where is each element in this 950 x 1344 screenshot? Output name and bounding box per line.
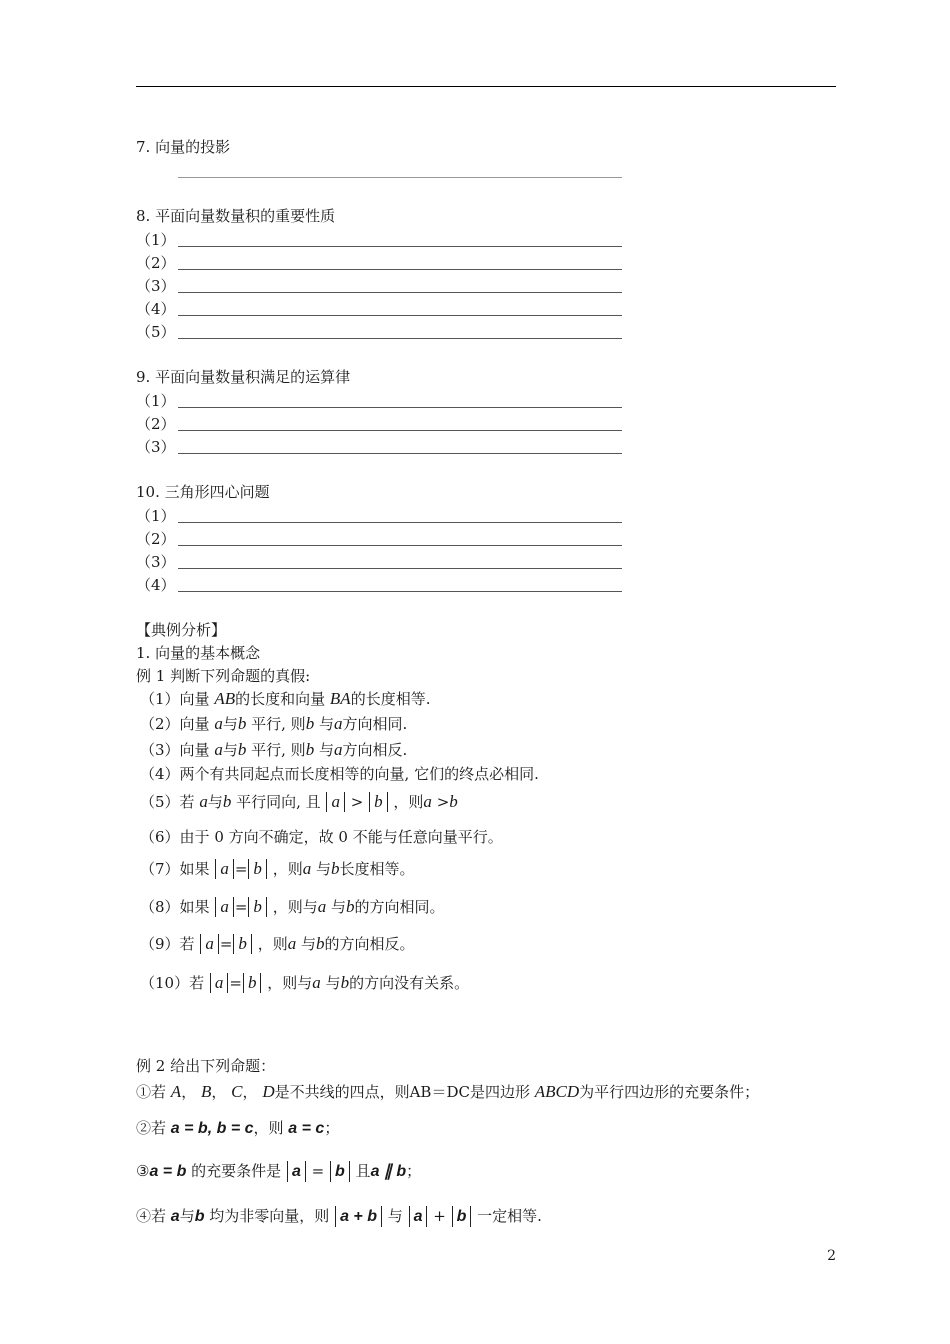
example-1-item-10: （10）若 a = b ，则与a 与b的方向没有关系。 [140,973,470,992]
magnitude: b [369,792,388,812]
item-label: （1） [136,507,176,525]
magnitude: a [409,1206,428,1227]
magnitude: a [215,859,234,879]
item-label: （1） [136,392,176,410]
item-label: （4） [136,576,176,594]
page-number: 2 [827,1248,836,1264]
magnitude: b [452,1206,472,1227]
example-2-claim-1: ①若 A， B， C， D是不共线的四点，则AB＝DC是四边形 ABCD为平行四边形的充要条件； [136,1082,760,1101]
example-1-item-8: （8）如果 a = b ，则与a 与b的方向相同。 [140,897,445,916]
item-label: （3） [136,553,176,571]
example-1-item-2: （2）向量 a与b 平行, 则b 与a方向相同. [140,714,408,733]
example-1-item-6: （6）由于 0 方向不确定，故 0 不能与任意向量平行。 [140,828,503,846]
item-label: （1） [136,231,176,249]
item-label: （5） [136,323,176,341]
example-1-item-7: （7）如果 a = b ，则a 与b长度相等。 [140,859,415,878]
magnitude: a [215,897,234,917]
example-1-title: 例 1 判断下列命题的真假: [136,667,311,685]
examples-header: 【典例分析】 [136,621,227,639]
header-rule [136,86,836,87]
magnitude: b [243,973,262,993]
item-label: （4） [136,300,176,318]
item-label: （2） [136,415,176,433]
magnitude: a [287,1161,306,1182]
answer-blank [178,430,622,431]
example-1-item-1: （1）向量 AB的长度和向量 BA的长度相等. [140,689,431,708]
answer-blank [178,522,622,523]
answer-blank [178,545,622,546]
answer-blank [178,269,622,270]
example-2-title: 例 2 给出下列命题： [136,1057,276,1075]
answer-blank [178,246,622,247]
answer-blank [178,315,622,316]
magnitude: b [330,1161,350,1182]
answer-blank [178,177,622,178]
answer-blank [178,453,622,454]
example-2-claim-3: ③a = b 的充要条件是 a = b 且a ∥ b； [136,1162,422,1180]
magnitude: b [233,934,252,954]
answer-blank [178,568,622,569]
section-10-title: 10. 三角形四心问题 [136,483,270,501]
answer-blank [178,338,622,339]
section-7-title: 7. 向量的投影 [136,138,231,156]
magnitude: a + b [335,1206,382,1227]
example-1-item-4: （4）两个有共同起点而长度相等的向量, 它们的终点必相同. [140,765,539,783]
answer-blank [178,407,622,408]
magnitude: a [326,792,345,812]
example-1-item-3: （3）向量 a与b 平行, 则b 与a方向相反. [140,740,408,759]
magnitude: b [248,859,267,879]
examples-topic: 1. 向量的基本概念 [136,644,261,662]
magnitude: a [210,973,229,993]
example-1-item-9: （9）若 a = b ，则a 与b的方向相反。 [140,934,415,953]
item-label: （2） [136,530,176,548]
answer-blank [178,591,622,592]
example-1-item-5: （5）若 a与b 平行同向, 且 a > b ，则a >b [140,792,458,811]
answer-blank [178,292,622,293]
item-label: （3） [136,277,176,295]
magnitude: b [248,897,267,917]
section-8-title: 8. 平面向量数量积的重要性质 [136,207,336,225]
item-label: （3） [136,438,176,456]
example-2-claim-2: ②若 a = b, b = c，则 a = c； [136,1119,340,1137]
example-2-claim-4: ④若 a与b 均为非零向量，则 a + b 与 a + b 一定相等. [136,1207,542,1225]
section-9-title: 9. 平面向量数量积满足的运算律 [136,368,351,386]
magnitude: a [200,934,219,954]
item-label: （2） [136,254,176,272]
